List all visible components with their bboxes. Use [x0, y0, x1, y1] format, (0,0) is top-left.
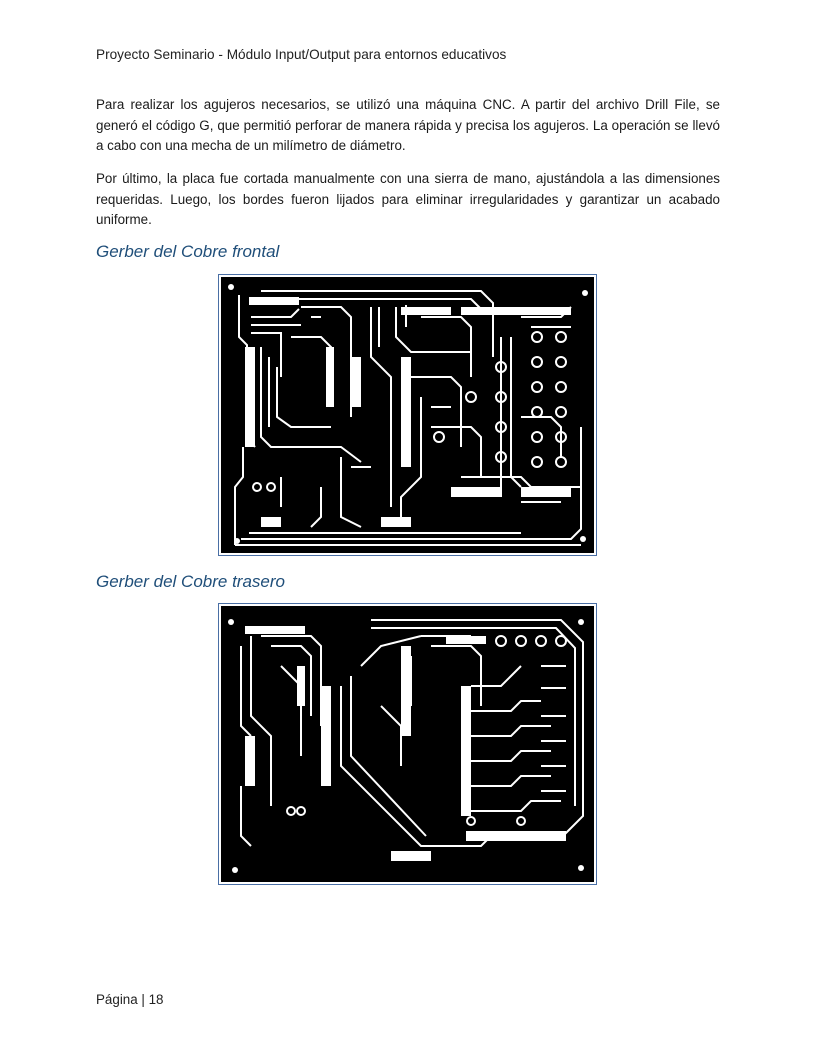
page-footer: Página | 18 — [96, 992, 164, 1007]
paragraph-cutting: Por último, la placa fue cortada manualmente con una sierra de mano, ajustándola a las dimensiones requeridas. Luego, los bordes fueron lijados para eliminar irregularidades y garantizar un acabado uniforme. — [96, 171, 720, 227]
front-copper-image — [218, 274, 597, 556]
front-copper-pcb-drawing — [221, 277, 594, 553]
paragraph-drilling: Para realizar los agujeros necesarios, se utilizó una máquina CNC. A partir del archivo Drill File, se generó el código G, que permitió perforar de manera rápida y precisa los agujeros. La operación se llevó a cabo con una mecha de un milímetro de diámetro. — [96, 97, 720, 153]
heading-front-copper: Gerber del Cobre frontal — [96, 242, 280, 261]
back-copper-image — [218, 603, 597, 885]
heading-back-copper: Gerber del Cobre trasero — [96, 572, 285, 591]
page-header: Proyecto Seminario - Módulo Input/Output para entornos educativos — [96, 47, 507, 62]
back-copper-pcb-drawing — [221, 606, 594, 882]
